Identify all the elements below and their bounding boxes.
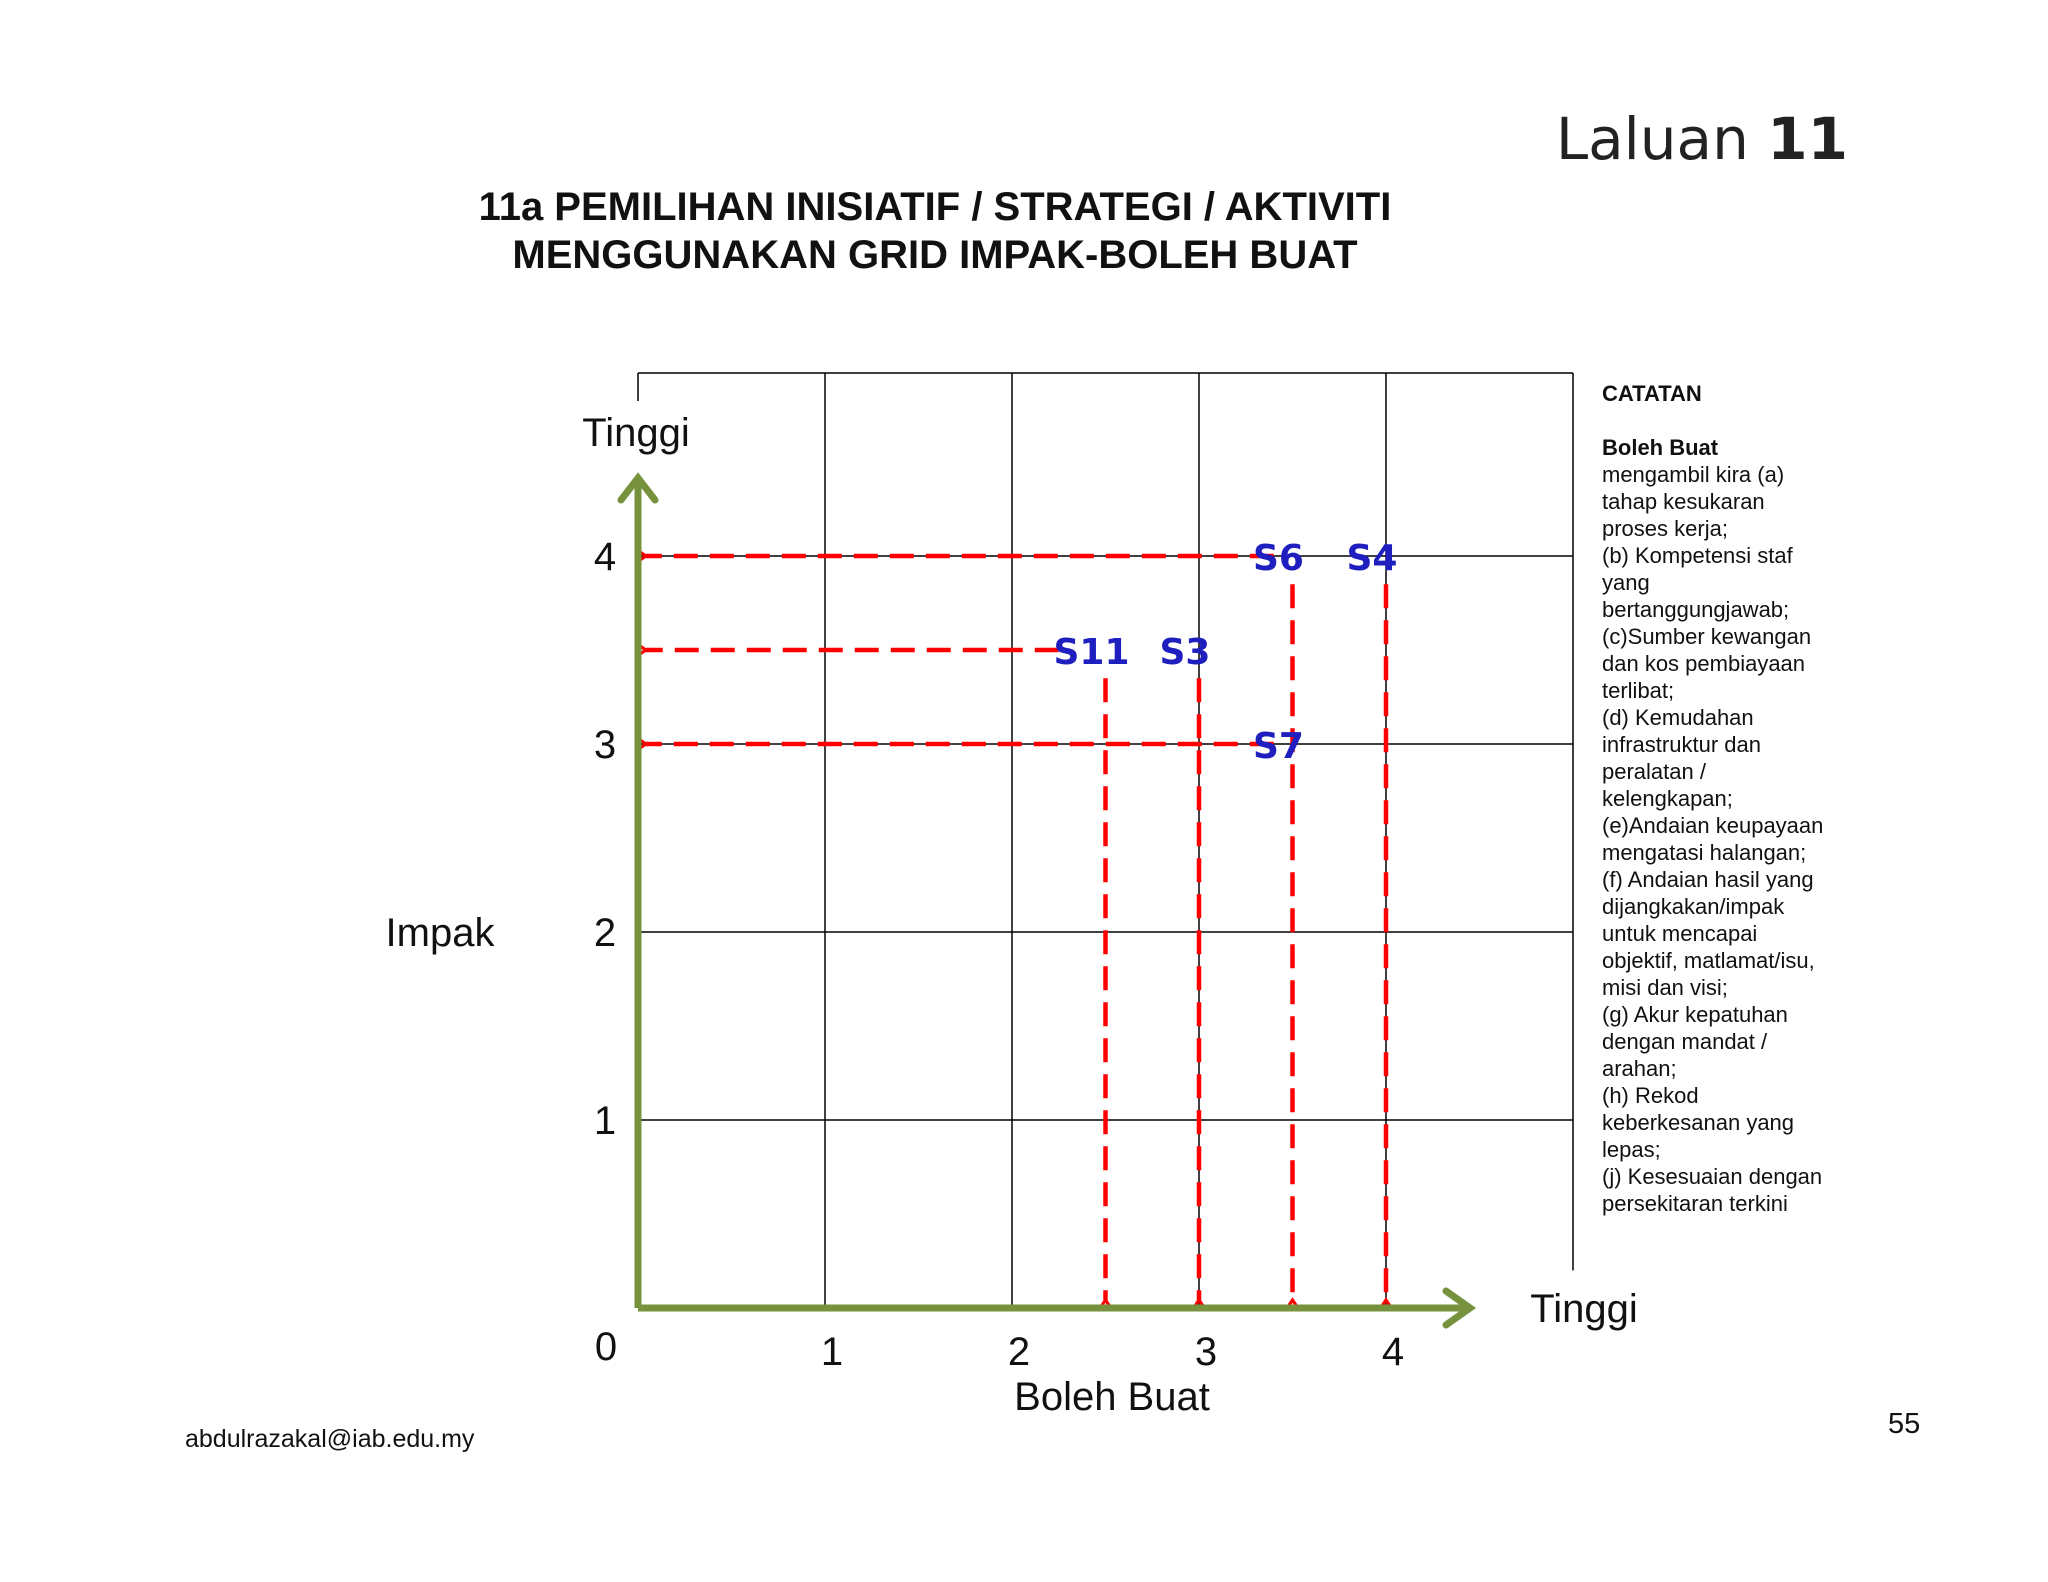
point-label-s7: S7 (1253, 726, 1304, 767)
notes-line: peralatan / (1602, 759, 1706, 784)
notes-lines (1602, 461, 1862, 1217)
notes-line: tahap kesukaran (1602, 489, 1765, 514)
notes-line: mengatasi halangan; (1602, 840, 1807, 865)
x-axis-high-label: Tinggi (1530, 1287, 1638, 1331)
notes-line: misi dan visi; (1602, 975, 1728, 1000)
title-line-2: MENGGUNAKAN GRID IMPAK-BOLEH BUAT (512, 233, 1358, 277)
notes-line: lepas; (1602, 1137, 1661, 1162)
notes-line: keberkesanan yang (1602, 1110, 1795, 1135)
title-line-1: 11a PEMILIHAN INISIATIF / STRATEGI / AKTIVITI (478, 185, 1392, 229)
notes-line: objektif, matlamat/isu, (1602, 948, 1815, 973)
x-tick-label: 1 (820, 1330, 844, 1374)
notes-line: dengan mandat / (1602, 1029, 1768, 1054)
laluan-word: Laluan (1555, 105, 1749, 173)
y-axis-title: Impak (385, 911, 495, 955)
notes-line: terlibat; (1602, 678, 1675, 703)
y-tick-label: 2 (593, 911, 617, 955)
origin-label: 0 (594, 1325, 618, 1369)
point-label-s11: S11 (1053, 632, 1130, 673)
notes-line: infrastruktur dan (1602, 732, 1761, 757)
notes-line: (b) Kompetensi staf (1602, 543, 1793, 568)
notes-line: persekitaran terkini (1602, 1191, 1788, 1216)
notes-line: kelengkapan; (1602, 786, 1733, 811)
notes-line: proses kerja; (1602, 516, 1728, 541)
point-label-s3: S3 (1159, 632, 1211, 673)
x-axis-title: Boleh Buat (1014, 1375, 1210, 1419)
notes-line: (e)Andaian keupayaan (1602, 813, 1824, 838)
notes-line: dijangkakan/impak (1602, 894, 1785, 919)
notes-line: untuk mencapai (1602, 921, 1758, 946)
y-tick-label: 3 (593, 723, 617, 767)
laluan-number: 11 (1767, 105, 1848, 173)
point-label-s6: S6 (1253, 538, 1304, 579)
y-axis-high-label: Tinggi (582, 411, 690, 455)
x-tick-label: 2 (1007, 1330, 1031, 1374)
notes-line: dan kos pembiayaan (1602, 651, 1806, 676)
notes-panel (1602, 380, 1862, 1217)
page-number: 55 (1888, 1408, 1921, 1440)
notes-heading: CATATAN (1602, 381, 1702, 406)
point-label-s4: S4 (1346, 538, 1398, 579)
notes-line: mengambil kira (a) (1602, 462, 1785, 487)
notes-line: (f) Andaian hasil yang (1602, 867, 1814, 892)
notes-line: (h) Rekod (1602, 1083, 1699, 1108)
notes-line: yang (1602, 570, 1650, 595)
notes-line: (g) Akur kepatuhan (1602, 1002, 1788, 1027)
notes-line: bertanggungjawab; (1602, 597, 1790, 622)
notes-line: arahan; (1602, 1056, 1677, 1081)
notes-line: (j) Kesesuaian dengan (1602, 1164, 1823, 1189)
notes-line: (d) Kemudahan (1602, 705, 1754, 730)
footer-email: abdulrazakal@iab.edu.my (185, 1425, 475, 1453)
y-tick-label: 4 (593, 535, 617, 579)
x-tick-label: 4 (1381, 1330, 1405, 1374)
y-tick-label: 1 (593, 1099, 617, 1143)
notes-subheading: Boleh Buat (1602, 435, 1719, 460)
notes-line: (c)Sumber kewangan (1602, 624, 1812, 649)
x-tick-label: 3 (1194, 1330, 1218, 1374)
